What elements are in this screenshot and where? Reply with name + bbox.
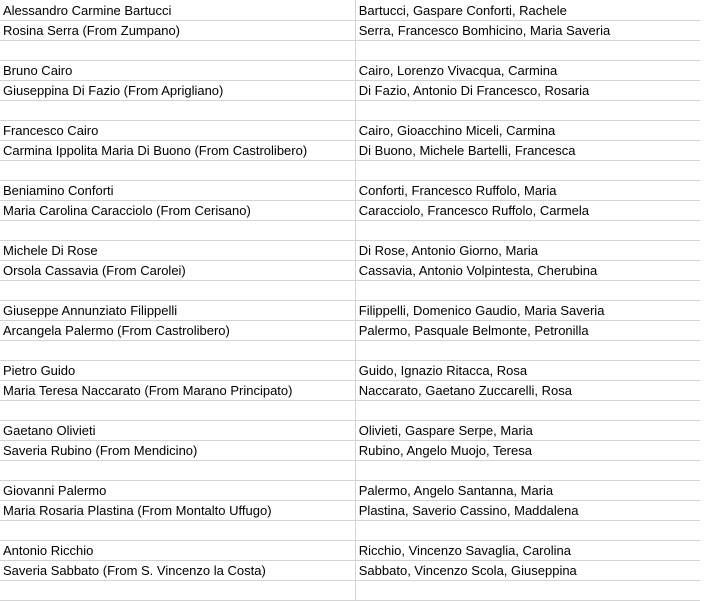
table-row [0,521,707,541]
table-row [0,361,707,381]
cell-name[interactable]: Maria Carolina Caracciolo (From Cerisano) [0,201,355,221]
table-row [0,101,707,121]
cell-name[interactable]: Bruno Cairo [0,61,355,81]
cell-name[interactable]: Rosina Serra (From Zumpano) [0,21,355,41]
cell-parents[interactable] [355,461,706,481]
cell-parents[interactable]: Sabbato, Vincenzo Scola, Giuseppina [355,561,706,581]
table-row [0,481,707,501]
cell-name[interactable]: Alessandro Carmine Bartucci [0,0,355,21]
cell-parents[interactable] [355,581,706,601]
cell-parents[interactable]: Rubino, Angelo Muojo, Teresa [355,441,706,461]
table-row [0,281,707,301]
cell-parents[interactable]: Caracciolo, Francesco Ruffolo, Carmela [355,201,706,221]
cell-parents[interactable] [355,341,706,361]
cell-name[interactable]: Carmina Ippolita Maria Di Buono (From Castrolibero) [0,141,355,161]
cell-parents[interactable]: Bartucci, Gaspare Conforti, Rachele [355,0,706,21]
cell-parents[interactable]: Cairo, Gioacchino Miceli, Carmina [355,121,706,141]
table-row [0,181,707,201]
table-row [0,241,707,261]
cell-name[interactable]: Michele Di Rose [0,241,355,261]
cell-name[interactable]: Francesco Cairo [0,121,355,141]
cell-parents[interactable] [355,401,706,421]
cell-parents[interactable]: Conforti, Francesco Ruffolo, Maria [355,181,706,201]
cell-parents[interactable]: Di Buono, Michele Bartelli, Francesca [355,141,706,161]
table-row [0,121,707,141]
cell-parents[interactable]: Palermo, Angelo Santanna, Maria [355,481,706,501]
cell-name[interactable] [0,221,355,241]
cell-parents[interactable]: Plastina, Saverio Cassino, Maddalena [355,501,706,521]
cell-parents[interactable]: Olivieti, Gaspare Serpe, Maria [355,421,706,441]
table-row [0,501,707,521]
cell-name[interactable]: Giovanni Palermo [0,481,355,501]
cell-parents[interactable] [355,221,706,241]
cell-name[interactable]: Saveria Rubino (From Mendicino) [0,441,355,461]
cell-name[interactable] [0,581,355,601]
cell-parents[interactable] [355,161,706,181]
table-row [0,401,707,421]
table-row [0,41,707,61]
cell-name[interactable] [0,101,355,121]
table-row [0,461,707,481]
table-row [0,221,707,241]
table-row [0,81,707,101]
cell-name[interactable]: Giuseppina Di Fazio (From Aprigliano) [0,81,355,101]
cell-parents[interactable]: Naccarato, Gaetano Zuccarelli, Rosa [355,381,706,401]
cell-parents[interactable]: Di Fazio, Antonio Di Francesco, Rosaria [355,81,706,101]
table-row [0,161,707,181]
cell-parents[interactable]: Ricchio, Vincenzo Savaglia, Carolina [355,541,706,561]
cell-parents[interactable]: Filippelli, Domenico Gaudio, Maria Saveria [355,301,706,321]
cell-parents[interactable]: Serra, Francesco Bomhicino, Maria Saveria [355,21,706,41]
cell-name[interactable]: Giuseppe Annunziato Filippelli [0,301,355,321]
cell-name[interactable]: Maria Teresa Naccarato (From Marano Principato) [0,381,355,401]
cell-name[interactable]: Saveria Sabbato (From S. Vincenzo la Costa) [0,561,355,581]
cell-name[interactable]: Pietro Guido [0,361,355,381]
cell-name[interactable] [0,461,355,481]
cell-name[interactable] [0,41,355,61]
cell-name[interactable] [0,401,355,421]
cell-parents[interactable]: Di Rose, Antonio Giorno, Maria [355,241,706,261]
cell-parents[interactable] [355,521,706,541]
table-row [0,381,707,401]
cell-name[interactable]: Gaetano Olivieti [0,421,355,441]
cell-parents[interactable]: Cassavia, Antonio Volpintesta, Cherubina [355,261,706,281]
cell-name[interactable] [0,281,355,301]
table-row [0,0,707,21]
cell-parents[interactable]: Palermo, Pasquale Belmonte, Petronilla [355,321,706,341]
cell-name[interactable] [0,521,355,541]
table-row [0,21,707,41]
table-row [0,561,707,581]
table-row [0,261,707,281]
cell-name[interactable]: Beniamino Conforti [0,181,355,201]
table-row [0,61,707,81]
cell-parents[interactable] [355,281,706,301]
cell-name[interactable]: Orsola Cassavia (From Carolei) [0,261,355,281]
cell-parents[interactable]: Cairo, Lorenzo Vivacqua, Carmina [355,61,706,81]
cell-name[interactable] [0,161,355,181]
table-row [0,441,707,461]
table-row [0,301,707,321]
table-row [0,321,707,341]
cell-parents[interactable] [355,101,706,121]
cell-name[interactable] [0,341,355,361]
cell-parents[interactable]: Guido, Ignazio Ritacca, Rosa [355,361,706,381]
cell-name[interactable]: Maria Rosaria Plastina (From Montalto Uffugo) [0,501,355,521]
table-row [0,201,707,221]
grid-right-margin [700,0,707,601]
table-row [0,141,707,161]
table-row [0,341,707,361]
table-row [0,421,707,441]
table-row [0,541,707,561]
cell-name[interactable]: Antonio Ricchio [0,541,355,561]
table-row [0,581,707,601]
cell-parents[interactable] [355,41,706,61]
cell-name[interactable]: Arcangela Palermo (From Castrolibero) [0,321,355,341]
